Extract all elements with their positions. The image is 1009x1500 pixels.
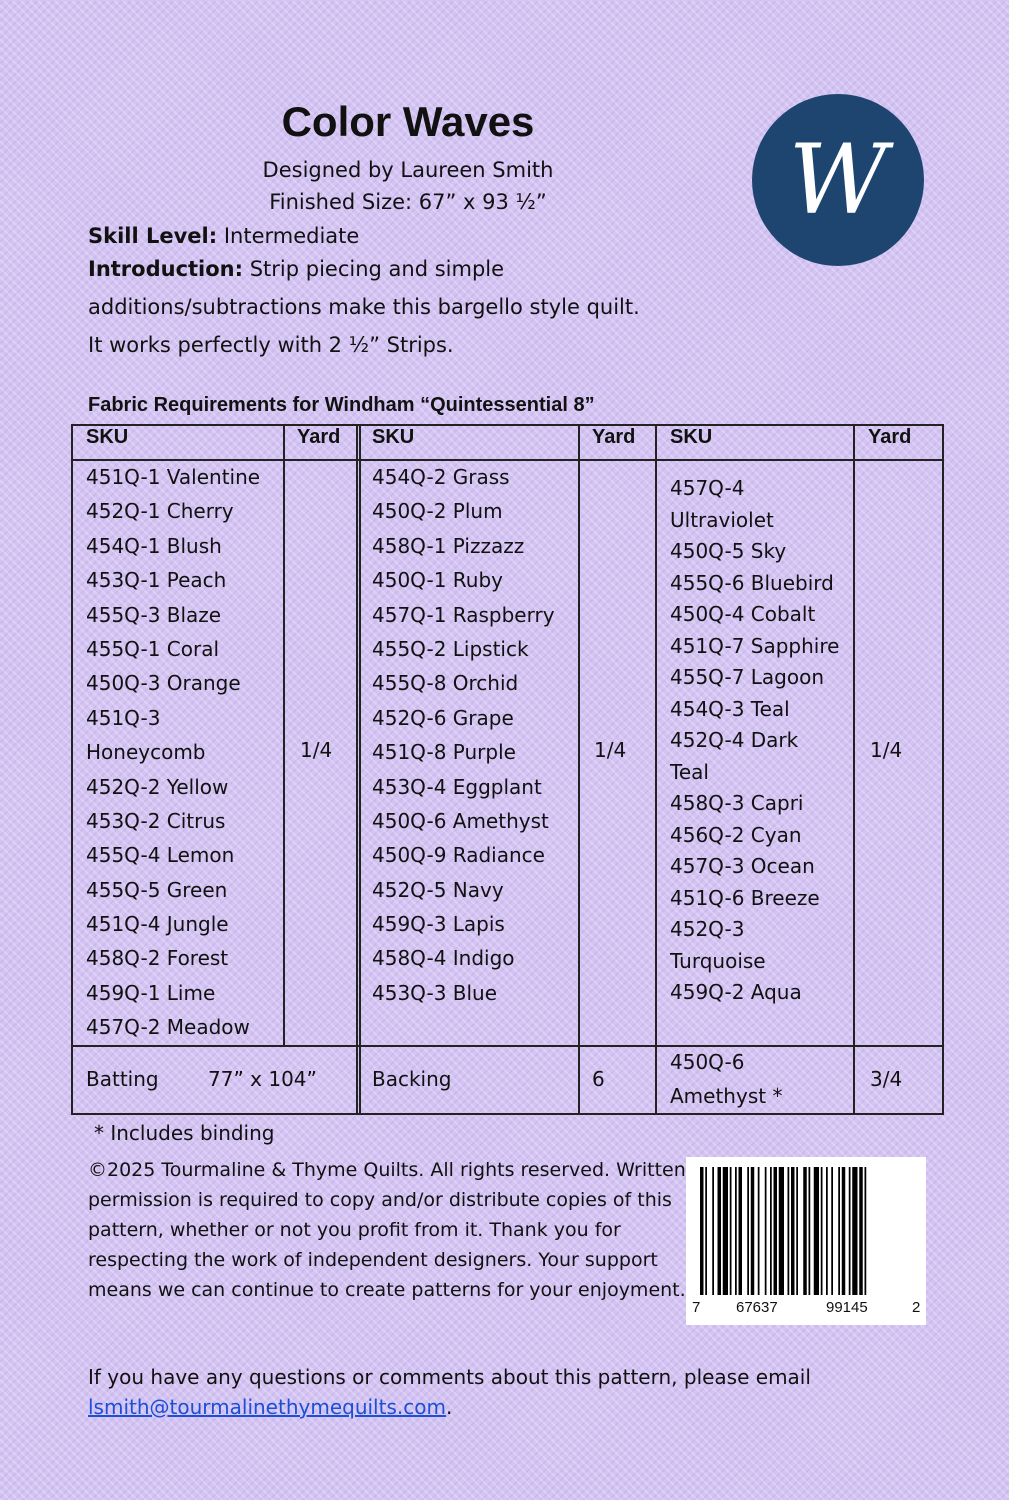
sku-item: 451Q-6 Breeze [670, 885, 820, 910]
sku-item: 459Q-1 Lime [86, 980, 216, 1005]
barcode-bar [774, 1167, 778, 1295]
sku-item: Turquoise [670, 948, 766, 973]
col-divider [283, 424, 285, 1047]
sku-item: 455Q-1 Coral [86, 636, 220, 661]
table-border-top [71, 424, 944, 426]
sku-item: 454Q-3 Teal [670, 696, 790, 721]
barcode-bar [770, 1167, 772, 1295]
intro-line-3: It works perfectly with 2 ½” Strips. [88, 333, 454, 357]
sku-column-1 [86, 460, 260, 1045]
backing-value: 6 [592, 1067, 605, 1091]
sku-item: Ultraviolet [670, 507, 774, 532]
barcode-group-2: 99145 [826, 1299, 868, 1316]
page-title: Color Waves [281, 98, 535, 145]
skill-label: Skill Level: [88, 224, 218, 248]
barcode-bar [821, 1167, 823, 1295]
barcode-bar [859, 1167, 863, 1295]
sku-item: 459Q-2 Aqua [670, 980, 802, 1004]
intro-line-1: Strip piecing and simple [243, 257, 505, 281]
barcode-bar [865, 1167, 867, 1295]
sku-item: 453Q-2 Citrus [86, 808, 226, 833]
col-divider [356, 424, 358, 1115]
col-divider [578, 424, 580, 1115]
barcode-bar [758, 1167, 760, 1295]
table-footer-divider [71, 1045, 944, 1047]
sku-item: 451Q-3 [86, 705, 161, 730]
sku-item: 450Q-9 Radiance [372, 843, 545, 868]
barcode-digit-left: 7 [692, 1299, 701, 1316]
barcode-bar [751, 1167, 755, 1295]
sku-item: 455Q-5 Green [86, 877, 228, 902]
yard-value-3: 1/4 [870, 738, 903, 762]
intro-label: Introduction: [88, 257, 244, 281]
sku-item: 457Q-2 Meadow [86, 1015, 250, 1040]
binding-note: * Includes binding [94, 1121, 275, 1145]
barcode-bar [712, 1167, 714, 1295]
sku-item: 450Q-1 Ruby [372, 568, 503, 593]
contact-text [88, 1362, 811, 1422]
sku-item: 457Q-4 [670, 476, 745, 500]
contact-line: If you have any questions or comments about this pattern, please email [88, 1365, 811, 1389]
sku-item: 450Q-6 Amethyst [372, 808, 549, 833]
barcode-bar [765, 1167, 767, 1295]
finished-size: Finished Size: 67” x 93 ½” [269, 190, 547, 214]
yard-value-2: 1/4 [594, 738, 627, 762]
sku-item: 450Q-3 Orange [86, 671, 241, 696]
barcode-bar [842, 1167, 846, 1295]
sku-item: 455Q-6 Bluebird [670, 570, 834, 595]
sku-item: 452Q-1 Cherry [86, 499, 234, 524]
sku-item: 457Q-1 Raspberry [372, 602, 555, 627]
sku-item: 452Q-6 Grape [372, 705, 514, 730]
barcode-bar [739, 1167, 743, 1295]
sku-item: 452Q-5 Navy [372, 877, 504, 902]
barcode-bar [796, 1167, 798, 1295]
barcode-bar [735, 1167, 737, 1295]
binding-value: 3/4 [870, 1067, 903, 1091]
barcode-bar [826, 1167, 828, 1295]
copyright-text: ©2025 Tourmaline & Thyme Quilts. All rights reserved. Written permission is required to copy and/or distribute copies of this pattern, whether or not you profit from it. Thank you for respecting the work of independent designers. Your support means we can continue to create patterns for your enjoyment. [88, 1159, 686, 1301]
sku-item: 452Q-2 Yellow [86, 774, 229, 799]
sku-item: 453Q-1 Peach [86, 568, 227, 593]
yard-value-1: 1/4 [300, 738, 333, 762]
barcode-digit-right: 2 [912, 1299, 921, 1316]
backing-label: Backing [372, 1067, 452, 1091]
barcode-bar [747, 1167, 749, 1295]
sku-item: 455Q-3 Blaze [86, 602, 222, 627]
sku-item: 455Q-2 Lipstick [372, 636, 529, 661]
barcode-bar [788, 1167, 790, 1295]
table-border-left [71, 424, 73, 1115]
col-divider [853, 424, 855, 1115]
designer-credit: Designed by Laureen Smith [262, 158, 554, 182]
sku-item: 455Q-8 Orchid [372, 671, 519, 696]
sku-item: 459Q-3 Lapis [372, 912, 505, 937]
col-divider [359, 424, 361, 1115]
sku-item: 455Q-4 Lemon [86, 843, 235, 868]
intro-line-2: additions/subtractions make this bargello style quilt. [88, 295, 640, 319]
barcode-bar [809, 1167, 811, 1295]
sku-item: 453Q-4 Eggplant [372, 774, 542, 799]
contact-period: . [445, 1395, 453, 1419]
sku-item: 452Q-3 [670, 917, 745, 941]
barcode-bars [700, 1167, 912, 1295]
sku-item: 450Q-4 Cobalt [670, 602, 816, 626]
skill-value: Intermediate [217, 224, 360, 248]
logo-letter: W [788, 124, 888, 236]
barcode-bar [700, 1167, 704, 1295]
header-sku: SKU [86, 426, 129, 448]
barcode-bar [849, 1167, 851, 1295]
col-divider [655, 424, 657, 1115]
sku-item: 455Q-7 Lagoon [670, 665, 825, 689]
barcode-bar [814, 1167, 819, 1295]
table-border-bottom [71, 1113, 944, 1115]
sku-item: 458Q-1 Pizzazz [372, 533, 525, 558]
batting-value: 77” x 104” [208, 1067, 317, 1091]
email-link[interactable]: lsmith@tourmalinethymequilts.com [88, 1395, 446, 1419]
barcode-bar [852, 1167, 857, 1295]
barcode-bar [723, 1167, 728, 1295]
sku-item: 451Q-4 Jungle [86, 912, 229, 937]
barcode [686, 1157, 926, 1325]
barcode-bar [779, 1167, 784, 1295]
contact-email-line [88, 1392, 811, 1422]
sku-item: 457Q-3 Ocean [670, 854, 815, 878]
sku-item: 452Q-4 Dark [670, 728, 799, 752]
table-title: Fabric Requirements for Windham “Quintessential 8” [88, 394, 595, 416]
header-yard: Yard [297, 426, 341, 448]
header-yard: Yard [592, 426, 636, 448]
sku-item: 454Q-2 Grass [372, 465, 510, 489]
header-yard: Yard [868, 426, 912, 448]
sku-item: 458Q-2 Forest [86, 946, 229, 971]
sku-item: 454Q-1 Blush [86, 533, 222, 558]
batting-label: Batting [86, 1067, 159, 1091]
sku-item: 451Q-1 Valentine [86, 465, 261, 489]
skill-level [88, 224, 359, 248]
sku-column-2 [372, 460, 555, 1010]
sku-item: 450Q-5 Sky [670, 539, 787, 563]
brand-logo [752, 94, 924, 266]
barcode-bar [791, 1167, 795, 1295]
barcode-bar [718, 1167, 722, 1295]
binding-sku-line-2: Amethyst * [670, 1084, 783, 1108]
sku-item: 453Q-3 Blue [372, 980, 498, 1005]
introduction [88, 257, 504, 281]
sku-item: Honeycomb [86, 740, 206, 765]
barcode-bar [831, 1167, 833, 1295]
barcode-bar [730, 1167, 732, 1295]
sku-item: 456Q-2 Cyan [670, 822, 802, 847]
sku-item: Teal [670, 759, 709, 784]
table-border-right [942, 424, 944, 1115]
header-sku: SKU [372, 426, 415, 448]
sku-item: 451Q-7 Sapphire [670, 633, 840, 658]
sku-item: 458Q-3 Capri [670, 791, 804, 815]
barcode-bar [803, 1167, 807, 1295]
barcode-group-1: 67637 [736, 1299, 778, 1316]
barcode-bar [838, 1167, 840, 1295]
header-sku: SKU [670, 426, 713, 448]
sku-item: 451Q-8 Purple [372, 740, 516, 765]
barcode-bar [705, 1167, 707, 1295]
sku-column-3 [670, 473, 839, 1009]
sku-item: 458Q-4 Indigo [372, 946, 515, 971]
sku-item: 450Q-2 Plum [372, 499, 503, 524]
binding-sku-line-1: 450Q-6 [670, 1050, 745, 1074]
